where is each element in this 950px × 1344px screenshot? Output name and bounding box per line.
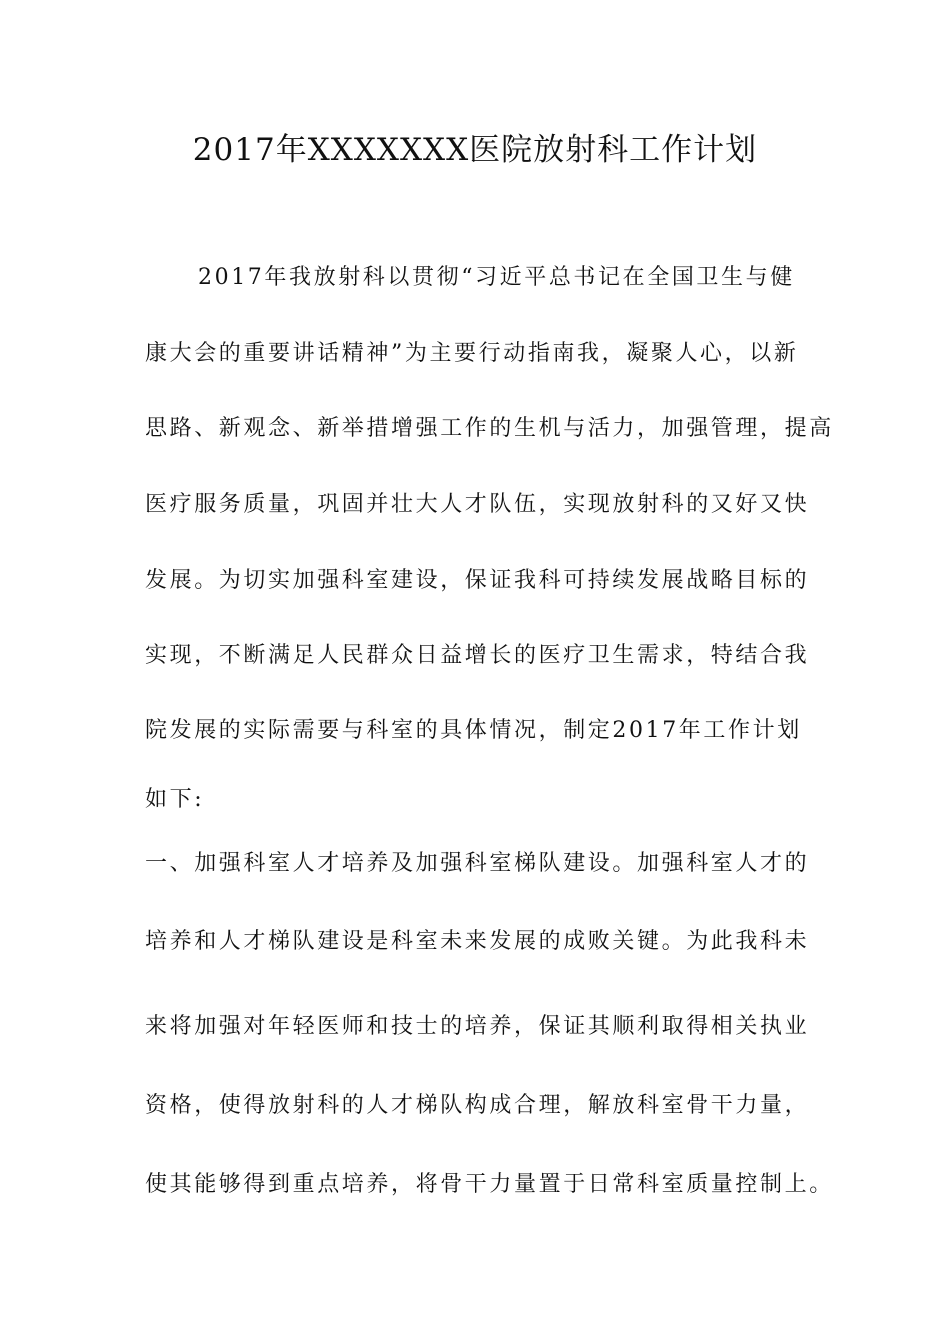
paragraph-line: 发展。为切实加强科室建设，保证我科可持续发展战略目标的 bbox=[145, 568, 810, 593]
paragraph-line: 如下: bbox=[145, 787, 205, 812]
paragraph-line: 思路、新观念、新举措增强工作的生机与活力，加强管理，提高 bbox=[145, 416, 834, 441]
paragraph-line: 康大会的重要讲话精神”为主要行动指南我，凝聚人心，以新 bbox=[145, 341, 799, 366]
paragraph-line: 院发展的实际需要与科室的具体情况，制定2017年工作计划 bbox=[145, 718, 802, 743]
paragraph-line: 使其能够得到重点培养，将骨干力量置于日常科室质量控制上。 bbox=[145, 1172, 834, 1197]
paragraph-line: 来将加强对年轻医师和技士的培养，保证其顺利取得相关执业 bbox=[145, 1014, 810, 1039]
paragraph-line: 资格，使得放射科的人才梯队构成合理，解放科室骨干力量， bbox=[145, 1093, 810, 1118]
paragraph-line: 一、加强科室人才培养及加强科室梯队建设。加强科室人才的 bbox=[145, 851, 810, 876]
paragraph-line: 实现，不断满足人民群众日益增长的医疗卫生需求，特结合我 bbox=[145, 643, 810, 668]
paragraph-line: 2017年我放射科以贯彻“习近平总书记在全国卫生与健 bbox=[198, 265, 795, 290]
paragraph-line: 培养和人才梯队建设是科室未来发展的成败关键。为此我科未 bbox=[145, 929, 810, 954]
document-title: 2017年XXXXXXX医院放射科工作计划 bbox=[192, 132, 758, 168]
paragraph-line: 医疗服务质量，巩固并壮大人才队伍，实现放射科的又好又快 bbox=[145, 492, 810, 517]
